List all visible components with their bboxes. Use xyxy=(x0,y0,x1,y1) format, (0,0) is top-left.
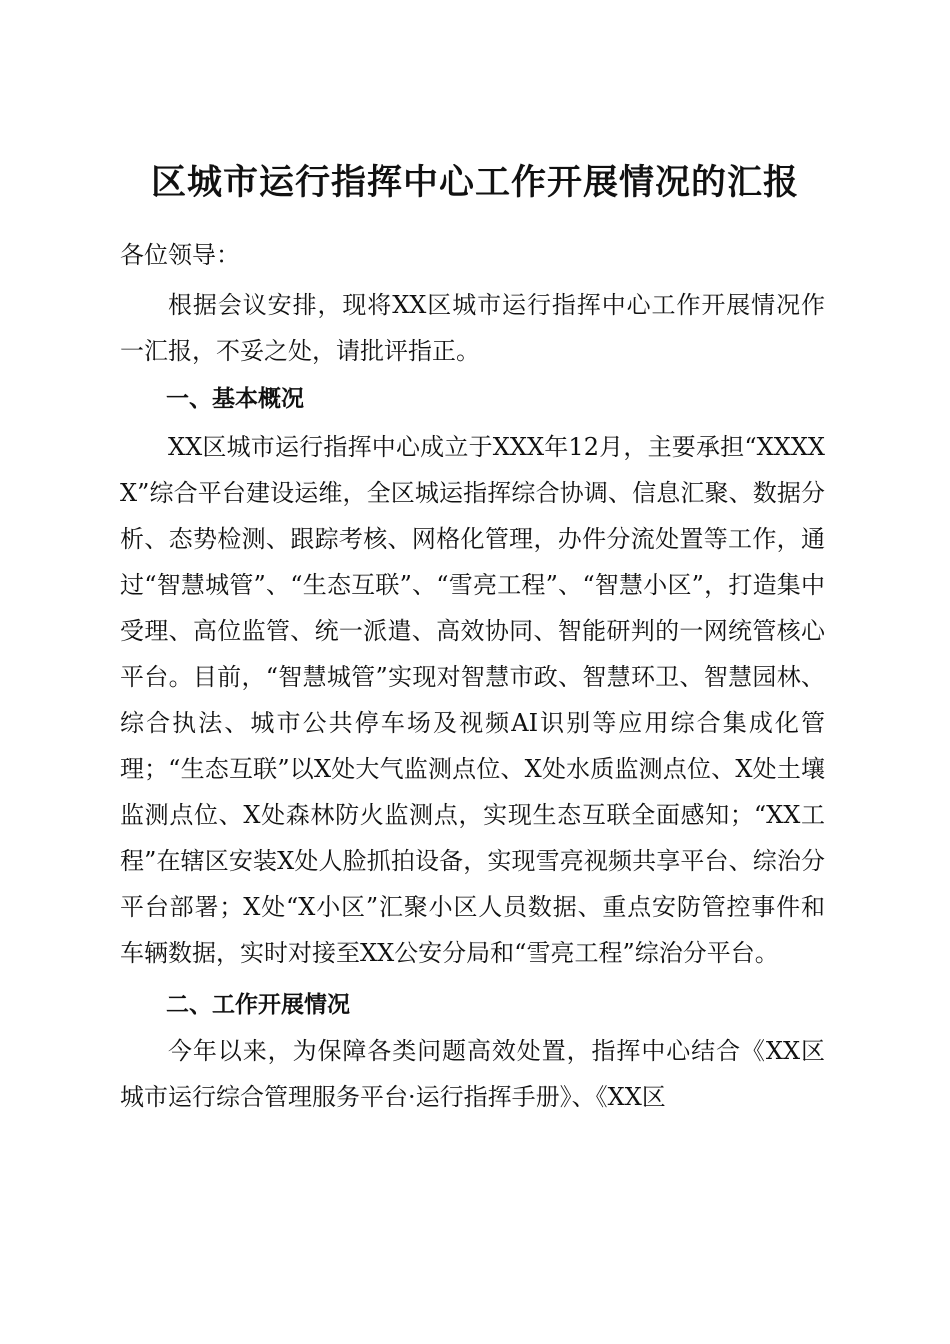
document-body xyxy=(120,232,825,1120)
section-heading-work-progress: 二、工作开展情况 xyxy=(166,992,350,1018)
document-title: 区城市运行指挥中心工作开展情况的汇报 xyxy=(150,162,799,204)
section-heading-overview: 一、基本概况 xyxy=(166,386,304,412)
intro-paragraph: 根据会议安排，现将XX区城市运行指挥中心工作开展情况作一汇报，不妥之处，请批评指正。 xyxy=(120,291,825,365)
section-paragraph-overview: XX区城市运行指挥中心成立于XXX年12月，主要承担“XXXXX”综合平台建设运维，全区城运指挥综合协调、信息汇聚、数据分析、态势检测、跟踪考核、网格化管理，办件分流处置等工作，通过“智慧城管”、“生态互联”、“雪亮工程”、“智慧小区”，打造集中受理、高位监管、统一派遣、高效协同、智能研判的一网统管核心平台。目前，“智慧城管”实现对智慧市政、智慧环卫、智慧园林、综合执法、城市公共停车场及视频AI识别等应用综合集成化管理；“生态互联”以X处大气监测点位、X处水质监测点位、X处土壤监测点位、X处森林防火监测点，实现生态互联全面感知；“XX工程”在辖区安装X处人脸抓拍设备，实现雪亮视频共享平台、综治分平台部署；X处“X小区”汇聚小区人员数据、重点安防管控事件和车辆数据，实时对接至XX公安分局和“雪亮工程”综治分平台。 xyxy=(120,433,825,967)
section-paragraph-work-progress: 今年以来，为保障各类问题高效处置，指挥中心结合《XX区城市运行综合管理服务平台·运行指挥手册》、《XX区 xyxy=(120,1037,825,1111)
salutation: 各位领导： xyxy=(120,241,240,269)
